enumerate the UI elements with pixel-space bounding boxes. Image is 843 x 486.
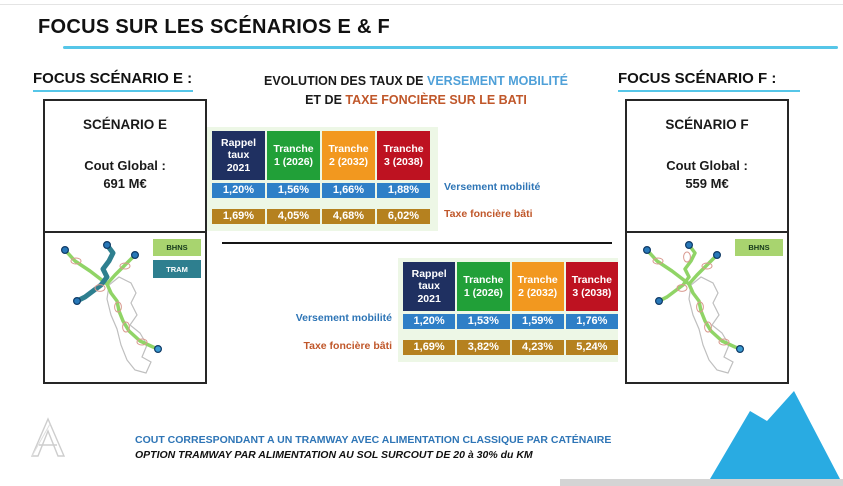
tables-heading-versement: VERSEMENT MOBILITÉ [427, 74, 568, 88]
e-taxe-rappel: 1,69% [212, 209, 265, 224]
scenario-f-underline [618, 90, 800, 92]
tables-heading-prefix2: ET DE [305, 93, 346, 108]
legend-bhns: BHNS [153, 239, 201, 256]
scenario-e-map-box [43, 231, 207, 384]
rate-table-scenario-f [398, 258, 618, 362]
page-title: FOCUS SUR LES SCÉNARIOS E & F [38, 16, 391, 38]
e-versement-tranche2: 1,66% [322, 183, 375, 198]
f-taxe-rappel: 1,69% [403, 340, 455, 355]
scenario-f-map-box [625, 231, 789, 384]
scenario-e-heading: FOCUS SCÉNARIO E : [33, 70, 193, 87]
tables-heading-prefix1: EVOLUTION DES TAUX DE [264, 74, 427, 88]
col-tranche2-2032: Tranche 2 (2032) [322, 131, 375, 180]
scenario-f-card-title: SCÉNARIO F [665, 117, 749, 132]
e-versement-tranche3: 1,88% [377, 183, 430, 198]
rate-table-e-header-row [212, 131, 438, 180]
f-versement-tranche1: 1,53% [457, 314, 509, 329]
footer-note-italic: OPTION TRAMWAY PAR ALIMENTATION AU SOL SURCOUT DE 20 à 30% du KM [135, 449, 533, 461]
company-logo-icon [28, 416, 68, 460]
rate-table-e-versement-row [212, 183, 438, 198]
f-versement-label: Versement mobilité [295, 312, 392, 324]
col-rappel-2021: Rappel taux 2021 [403, 262, 455, 311]
scenario-e-card [43, 99, 207, 234]
rate-table-f-taxe-row [403, 340, 618, 355]
scenario-e-card-title: SCÉNARIO E [82, 117, 167, 132]
scenario-f-card [625, 99, 789, 234]
f-taxe-label: Taxe foncière bâti [303, 340, 392, 352]
rate-table-scenario-e [207, 127, 438, 231]
scenario-f-cost-value: 559 M€ [685, 176, 729, 191]
f-versement-rappel: 1,20% [403, 314, 455, 329]
legend-bhns: BHNS [735, 239, 783, 256]
scenario-e-underline [33, 90, 193, 92]
col-rappel-2021: Rappel taux 2021 [212, 131, 265, 180]
scenario-f-cost-label: Cout Global : [666, 158, 748, 173]
f-taxe-tranche2: 4,23% [512, 340, 564, 355]
f-versement-tranche3: 1,76% [566, 314, 618, 329]
tables-heading [214, 72, 618, 111]
footer-note-blue: COUT CORRESPONDANT A UN TRAMWAY AVEC ALIMENTATION CLASSIQUE PAR CATÉNAIRE [135, 434, 612, 446]
col-tranche1-2026: Tranche 1 (2026) [267, 131, 320, 180]
scenario-f-heading: FOCUS SCÉNARIO F : [618, 70, 777, 87]
e-taxe-label: Taxe foncière bâti [444, 208, 533, 220]
col-tranche3-2038: Tranche 3 (2038) [566, 262, 618, 311]
f-versement-tranche2: 1,59% [512, 314, 564, 329]
e-versement-rappel: 1,20% [212, 183, 265, 198]
rate-table-f-header-row [403, 262, 618, 311]
e-versement-label: Versement mobilité [444, 181, 541, 193]
e-versement-tranche1: 1,56% [267, 183, 320, 198]
e-taxe-tranche2: 4,68% [322, 209, 375, 224]
e-taxe-tranche3: 6,02% [377, 209, 430, 224]
mountain-graphic-icon [710, 390, 840, 480]
legend-tram: TRAM [153, 260, 201, 278]
scenario-e-cost-value: 691 M€ [103, 176, 147, 191]
col-tranche2-2032: Tranche 2 (2032) [512, 262, 564, 311]
scenario-e-cost-label: Cout Global : [84, 158, 166, 173]
f-taxe-tranche1: 3,82% [457, 340, 509, 355]
tables-heading-taxe: TAXE FONCIÈRE SUR LE BATI [345, 93, 527, 108]
col-tranche1-2026: Tranche 1 (2026) [457, 262, 509, 311]
top-divider [0, 4, 843, 5]
tables-divider [222, 242, 612, 244]
f-taxe-tranche3: 5,24% [566, 340, 618, 355]
bottom-edge-strip [560, 479, 843, 486]
e-taxe-tranche1: 4,05% [267, 209, 320, 224]
col-tranche3-2038: Tranche 3 (2038) [377, 131, 430, 180]
title-underline [63, 46, 838, 49]
rate-table-e-taxe-row [212, 209, 438, 224]
rate-table-f-versement-row [403, 314, 618, 329]
